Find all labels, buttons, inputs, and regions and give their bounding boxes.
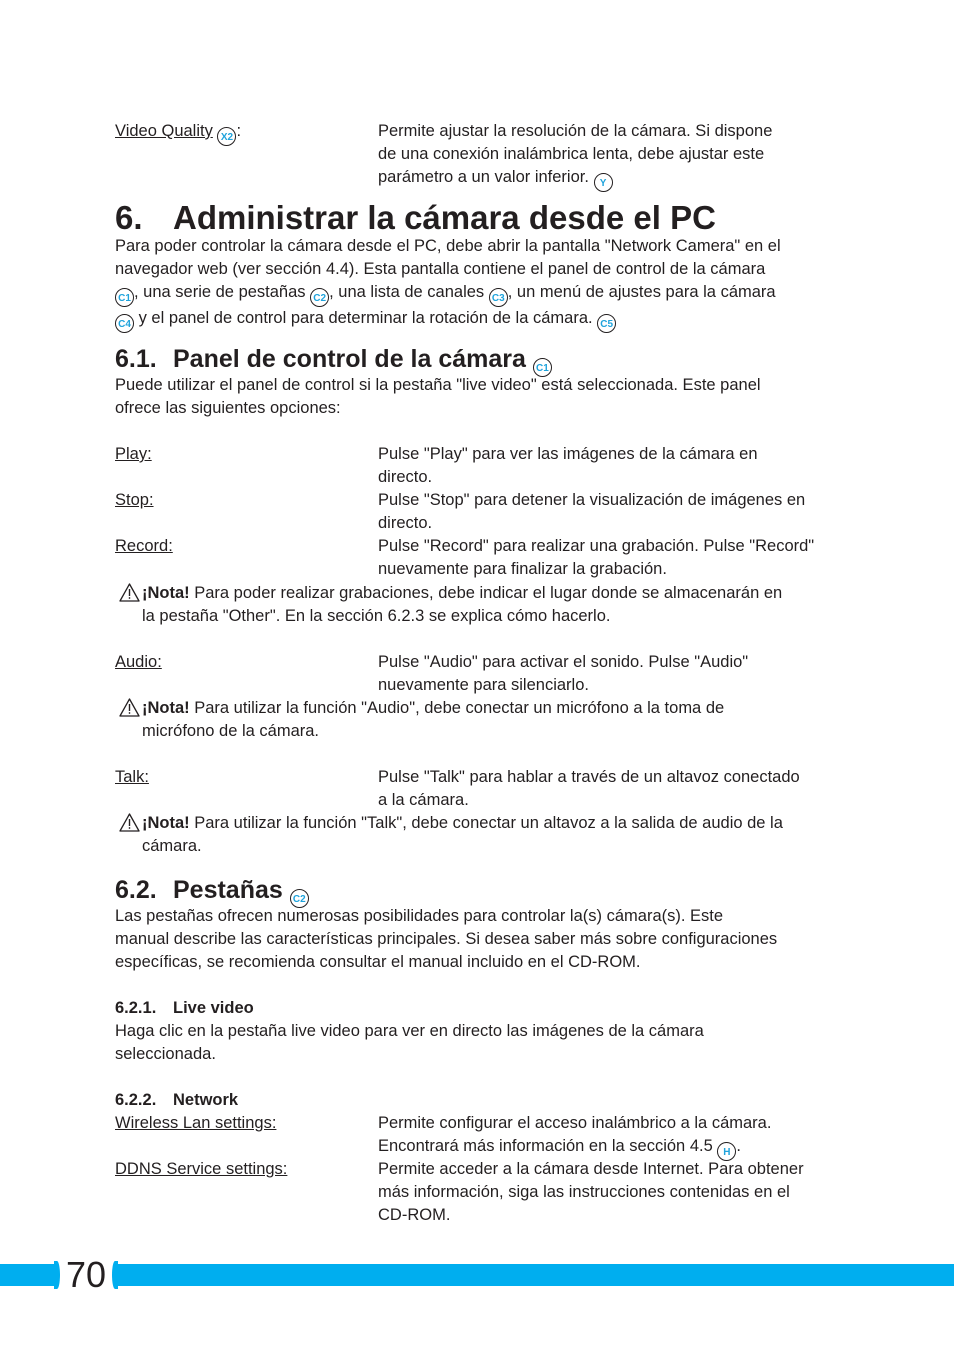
c2-badge-icon: C2 bbox=[290, 889, 309, 908]
section-6-2-intro: Las pestañas ofrecen numerosas posibilidades para controlar la(s) cámara(s). Este manual describe las características principales. Si desea saber más sobre configuraciones específicas, se recomienda consultar el manual incluido en el CD-ROM. bbox=[115, 907, 778, 971]
section-6-heading: 6. Administrar la cámara desde el PC bbox=[115, 199, 716, 236]
c2-badge-icon: C2 bbox=[310, 288, 329, 307]
section-6-2-1-body: Haga clic en la pestaña live video para ver en directo las imágenes de la cámara seleccionada. bbox=[115, 1022, 704, 1063]
audio-label: Audio: bbox=[115, 653, 162, 671]
wireless-lan-description: Permite configurar el acceso inalámbrico a la cámara. Encontrará más información en la sección 4.5 H . bbox=[378, 1112, 771, 1161]
record-description: Pulse "Record" para realizar una grabación. Pulse "Record" nuevamente para finalizar la grabación. bbox=[378, 537, 815, 578]
stop-description: Pulse "Stop" para detener la visualización de imágenes en directo. bbox=[378, 491, 806, 532]
note-talk: ¡Nota! Para utilizar la función "Talk", debe conectar un altavoz a la salida de audio de la cámara. bbox=[142, 814, 783, 855]
stop-label: Stop: bbox=[115, 491, 154, 509]
c5-badge-icon: C5 bbox=[597, 314, 616, 333]
video-quality-label: Video Quality X2 : bbox=[115, 120, 241, 146]
talk-label: Talk: bbox=[115, 768, 149, 786]
footer-bracket-right bbox=[112, 1261, 118, 1289]
section-6-1-heading: 6.1. Panel de control de la cámara C1 bbox=[115, 343, 552, 377]
warning-triangle-icon bbox=[119, 813, 140, 837]
video-quality-description: Permite ajustar la resolución de la cámara. Si dispone de una conexión inalámbrica lenta, debe ajustar este parámetro a un valor inferior. Y bbox=[378, 120, 772, 192]
section-6-1-intro: Puede utilizar el panel de control si la pestaña "live video" está seleccionada. Este panel ofrece las siguientes opciones: bbox=[115, 376, 761, 417]
wireless-lan-label: Wireless Lan settings: bbox=[115, 1114, 277, 1132]
x2-badge-icon: X2 bbox=[217, 127, 236, 146]
y-badge-icon: Y bbox=[594, 173, 613, 192]
section-6-2-2-heading: 6.2.2. Network bbox=[115, 1091, 239, 1109]
footer-bar-right bbox=[116, 1264, 954, 1286]
page-number: 70 bbox=[65, 1254, 107, 1295]
audio-description: Pulse "Audio" para activar el sonido. Pulse "Audio" nuevamente para silenciarlo. bbox=[378, 653, 749, 694]
ddns-description: Permite acceder a la cámara desde Internet. Para obtener más información, siga las instrucciones contenidas en el CD-ROM. bbox=[378, 1160, 804, 1224]
section-6-2-heading: 6.2. Pestañas C2 bbox=[115, 874, 309, 908]
c1-badge-icon: C1 bbox=[533, 358, 552, 377]
note-audio: ¡Nota! Para utilizar la función "Audio", debe conectar un micrófono a la toma de micrófono de la cámara. bbox=[142, 699, 725, 740]
record-label: Record: bbox=[115, 537, 173, 555]
c4-badge-icon: C4 bbox=[115, 314, 134, 333]
c1-badge-icon: C1 bbox=[115, 288, 134, 307]
ddns-label: DDNS Service settings: bbox=[115, 1160, 288, 1178]
section-6-2-1-heading: 6.2.1. Live video bbox=[115, 999, 254, 1017]
footer-bar-left bbox=[0, 1264, 56, 1286]
h-badge-icon: H bbox=[717, 1142, 736, 1161]
play-label: Play: bbox=[115, 445, 152, 463]
note-recording: ¡Nota! Para poder realizar grabaciones, debe indicar el lugar donde se almacenarán en la pestaña "Other". En la sección 6.2.3 se explica cómo hacerlo. bbox=[142, 584, 783, 625]
c3-badge-icon: C3 bbox=[489, 288, 508, 307]
play-description: Pulse "Play" para ver las imágenes de la cámara en directo. bbox=[378, 445, 758, 486]
warning-triangle-icon bbox=[119, 698, 140, 722]
talk-description: Pulse "Talk" para hablar a través de un altavoz conectado a la cámara. bbox=[378, 768, 800, 809]
warning-triangle-icon bbox=[119, 583, 140, 607]
section-6-body: Para poder controlar la cámara desde el PC, debe abrir la pantalla "Network Camera" en el navegador web (ver sección 4.4). Esta pantalla contiene el panel de control de la cámara C1 , una serie de pestañas C2 , una lista de canales C3 , un menú de ajustes para la cámara C4 y el panel de control para determinar la rotación de la cámara. C5 bbox=[115, 235, 855, 333]
